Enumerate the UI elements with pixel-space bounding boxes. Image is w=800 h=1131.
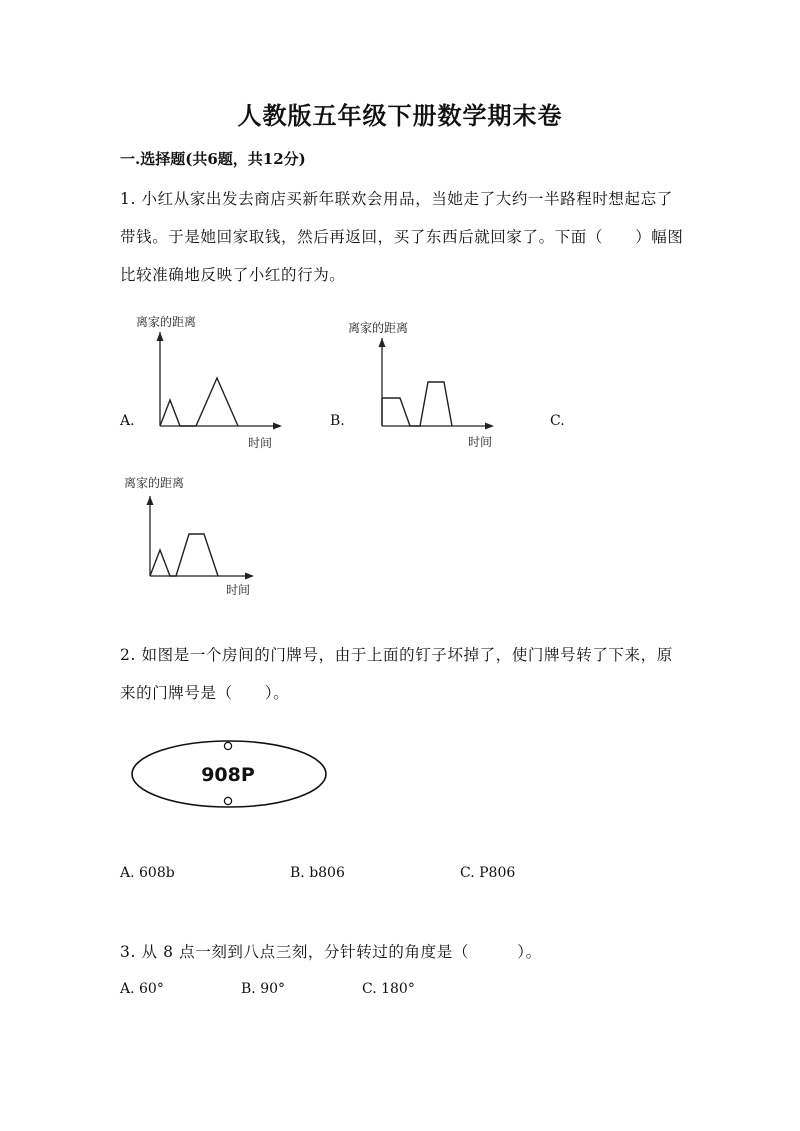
graph-c-x-label: 时间 xyxy=(226,583,251,597)
q3-option-b: B. 90° xyxy=(241,981,286,997)
graph-a-y-label: 离家的距离 xyxy=(136,315,197,329)
graph-b-y-label: 离家的距离 xyxy=(348,321,409,335)
q2-door-plate xyxy=(130,736,330,810)
q1-line-1: 1. 小红从家出发去商店买新年联欢会用品，当她走了大约一半路程时想起忘了 xyxy=(120,190,673,208)
graph-a-x-label: 时间 xyxy=(248,436,273,450)
bottom-nail-hole xyxy=(224,797,231,804)
q3-option-c: C. 180° xyxy=(362,981,415,997)
q2-option-a: A. 608b xyxy=(120,865,175,881)
graph-b-x-label: 时间 xyxy=(468,435,493,449)
q1-graph-b xyxy=(348,308,508,454)
q3-option-a: A. 60° xyxy=(120,981,164,997)
plate-number: 908P xyxy=(201,764,255,786)
q1-graph-a xyxy=(130,308,290,454)
q2-line-2: 来的门牌号是（ ）。 xyxy=(120,684,290,702)
section-heading: 一.选择题(共6题，共12分) xyxy=(120,150,306,168)
q3-line: 3. 从 8 点一刻到八点三刻，分针转过的角度是（ ）。 xyxy=(120,943,542,961)
q1-option-b-label: B. xyxy=(330,413,345,429)
page-title: 人教版五年级下册数学期末卷 xyxy=(237,101,563,130)
q2-option-b: B. b806 xyxy=(290,865,345,881)
q2-line-1: 2. 如图是一个房间的门牌号，由于上面的钉子坏掉了，使门牌号转了下来，原 xyxy=(120,646,673,664)
q2-option-c: C. P806 xyxy=(460,865,516,881)
q1-line-2: 带钱。于是她回家取钱，然后再返回，买了东西后就回家了。下面（ ）幅图 xyxy=(120,228,684,246)
q1-option-c-label: C. xyxy=(550,413,565,429)
graph-c-y-label: 离家的距离 xyxy=(124,476,185,490)
top-nail-hole xyxy=(224,742,231,749)
q1-line-3: 比较准确地反映了小红的行为。 xyxy=(120,266,346,284)
q1-graph-c xyxy=(118,470,278,604)
q1-option-a-label: A. xyxy=(120,413,135,429)
